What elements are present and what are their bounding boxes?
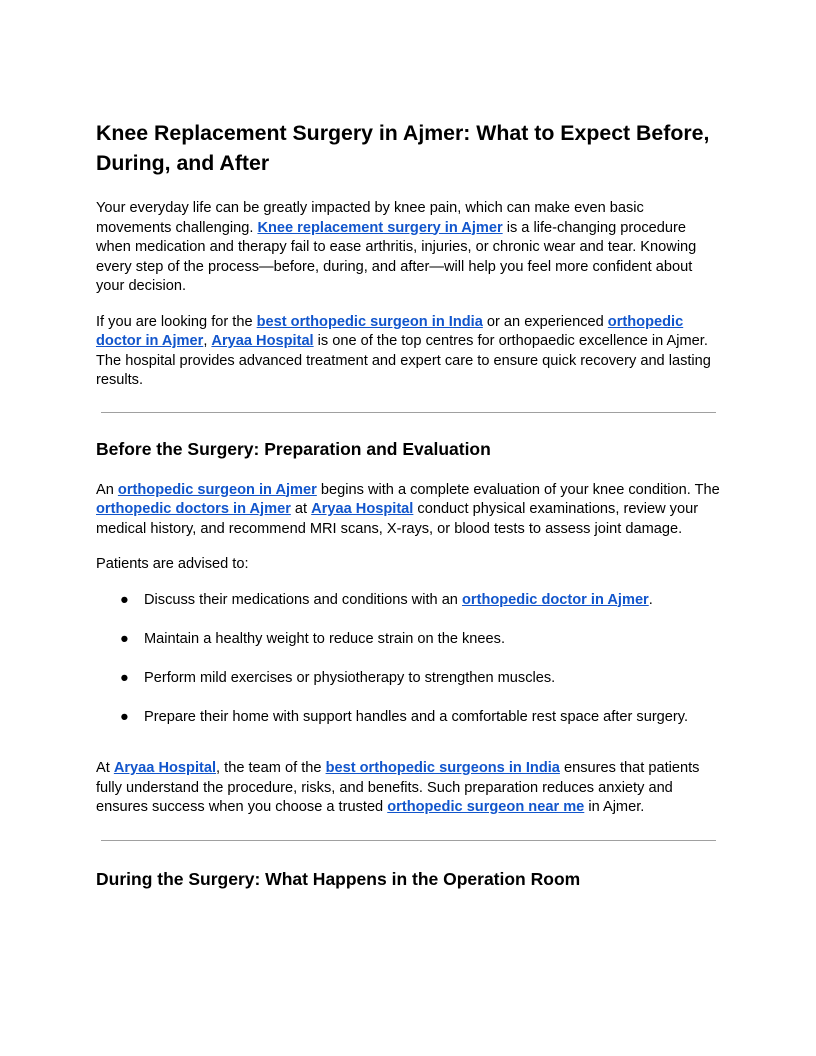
intro-p2-text-4: is one of the top centres for orthopaedic excellence in Ajmer. The hospital provides advanced treatment and expert care to ensure quick recovery and lasting results. [96,333,711,388]
before-paragraph-2 [96,759,720,818]
best-orthopedic-surgeon-link[interactable]: best orthopedic surgeon in India [256,313,483,330]
aryaa-hospital-link[interactable]: Aryaa Hospital [311,501,414,517]
before-p1-text-4: conduct physical examinations, review your medical history, and recommend MRI scans, X-rays, or blood tests to assess joint damage. [96,501,699,537]
before-heading: Before the Surgery: Preparation and Evaluation [96,438,491,459]
orthopedic-doctor-link[interactable]: orthopedic doctor in Ajmer [461,591,649,608]
bullet-icon: ● [120,669,129,686]
before-p1-text-3: at [290,501,312,517]
orthopedic-surgeon-link[interactable]: orthopedic surgeon in Ajmer [117,481,317,498]
best-orthopedic-surgeons-link[interactable]: best orthopedic surgeons in India [325,760,560,776]
knee-replacement-link[interactable]: Knee replacement surgery in Ajmer [257,219,503,236]
intro-p2-text-2: or an experienced [482,313,608,330]
list-item [96,630,720,650]
advice-list [96,591,720,728]
before-p1-text-1: An [96,481,118,498]
section-divider [101,840,716,841]
advice-intro: Patients are advised to: [96,556,249,572]
intro-p1-text-1: Your everyday life can be greatly impacted by knee pain, which can make even basic movements challenging. [96,200,644,236]
list-item-text-2: . [648,591,653,608]
before-p2-text-2: , the team of the [216,760,326,776]
aryaa-hospital-link[interactable]: Aryaa Hospital [211,333,314,349]
list-item [96,708,720,728]
list-item [96,591,720,611]
intro-p1-text-2: is a life-changing procedure when medication and therapy fail to ease arthritis, injuries, or chronic wear and tear. Knowing every step of the process—before, during, and after—will help you feel more confident about your decision. [96,219,697,294]
list-item-text: Prepare their home with support handles and a comfortable rest space after surgery. [144,708,689,725]
page-title: Knee Replacement Surgery in Ajmer: What to Expect Before, During, and After [96,121,710,175]
list-item-text: Maintain a healthy weight to reduce strain on the knees. [144,630,506,647]
before-p1-text-2: begins with a complete evaluation of your knee condition. The [316,481,720,498]
orthopedic-surgeon-near-me-link[interactable]: orthopedic surgeon near me [387,799,585,815]
intro-p2-text-1: If you are looking for the [96,313,257,330]
before-p2-text-1: At [96,760,114,776]
bullet-icon: ● [120,708,129,725]
orthopedic-doctors-link[interactable]: orthopedic doctors in Ajmer [96,501,291,517]
list-item [96,669,720,689]
before-paragraph-1 [96,481,720,540]
list-item-text: Perform mild exercises or physiotherapy to strengthen muscles. [144,669,556,686]
bullet-icon: ● [120,630,129,647]
list-item-text-1: Discuss their medications and conditions with an [144,591,462,608]
before-p2-text-3: ensures that patients fully understand the procedure, risks, and benefits. Such preparation reduces anxiety and ensures success when you choose a trusted [96,760,700,815]
intro-p2-text-3: , [203,333,212,349]
intro-paragraph-2 [96,313,720,391]
document-page [96,118,720,911]
section-divider [101,412,716,413]
orthopedic-doctor-link[interactable]: orthopedic doctor in Ajmer [96,313,684,349]
aryaa-hospital-link[interactable]: Aryaa Hospital [113,760,217,776]
intro-paragraph-1 [96,199,720,297]
during-heading: During the Surgery: What Happens in the Operation Room [96,868,581,889]
bullet-icon: ● [120,591,129,608]
before-p2-text-4: in Ajmer. [584,799,645,815]
